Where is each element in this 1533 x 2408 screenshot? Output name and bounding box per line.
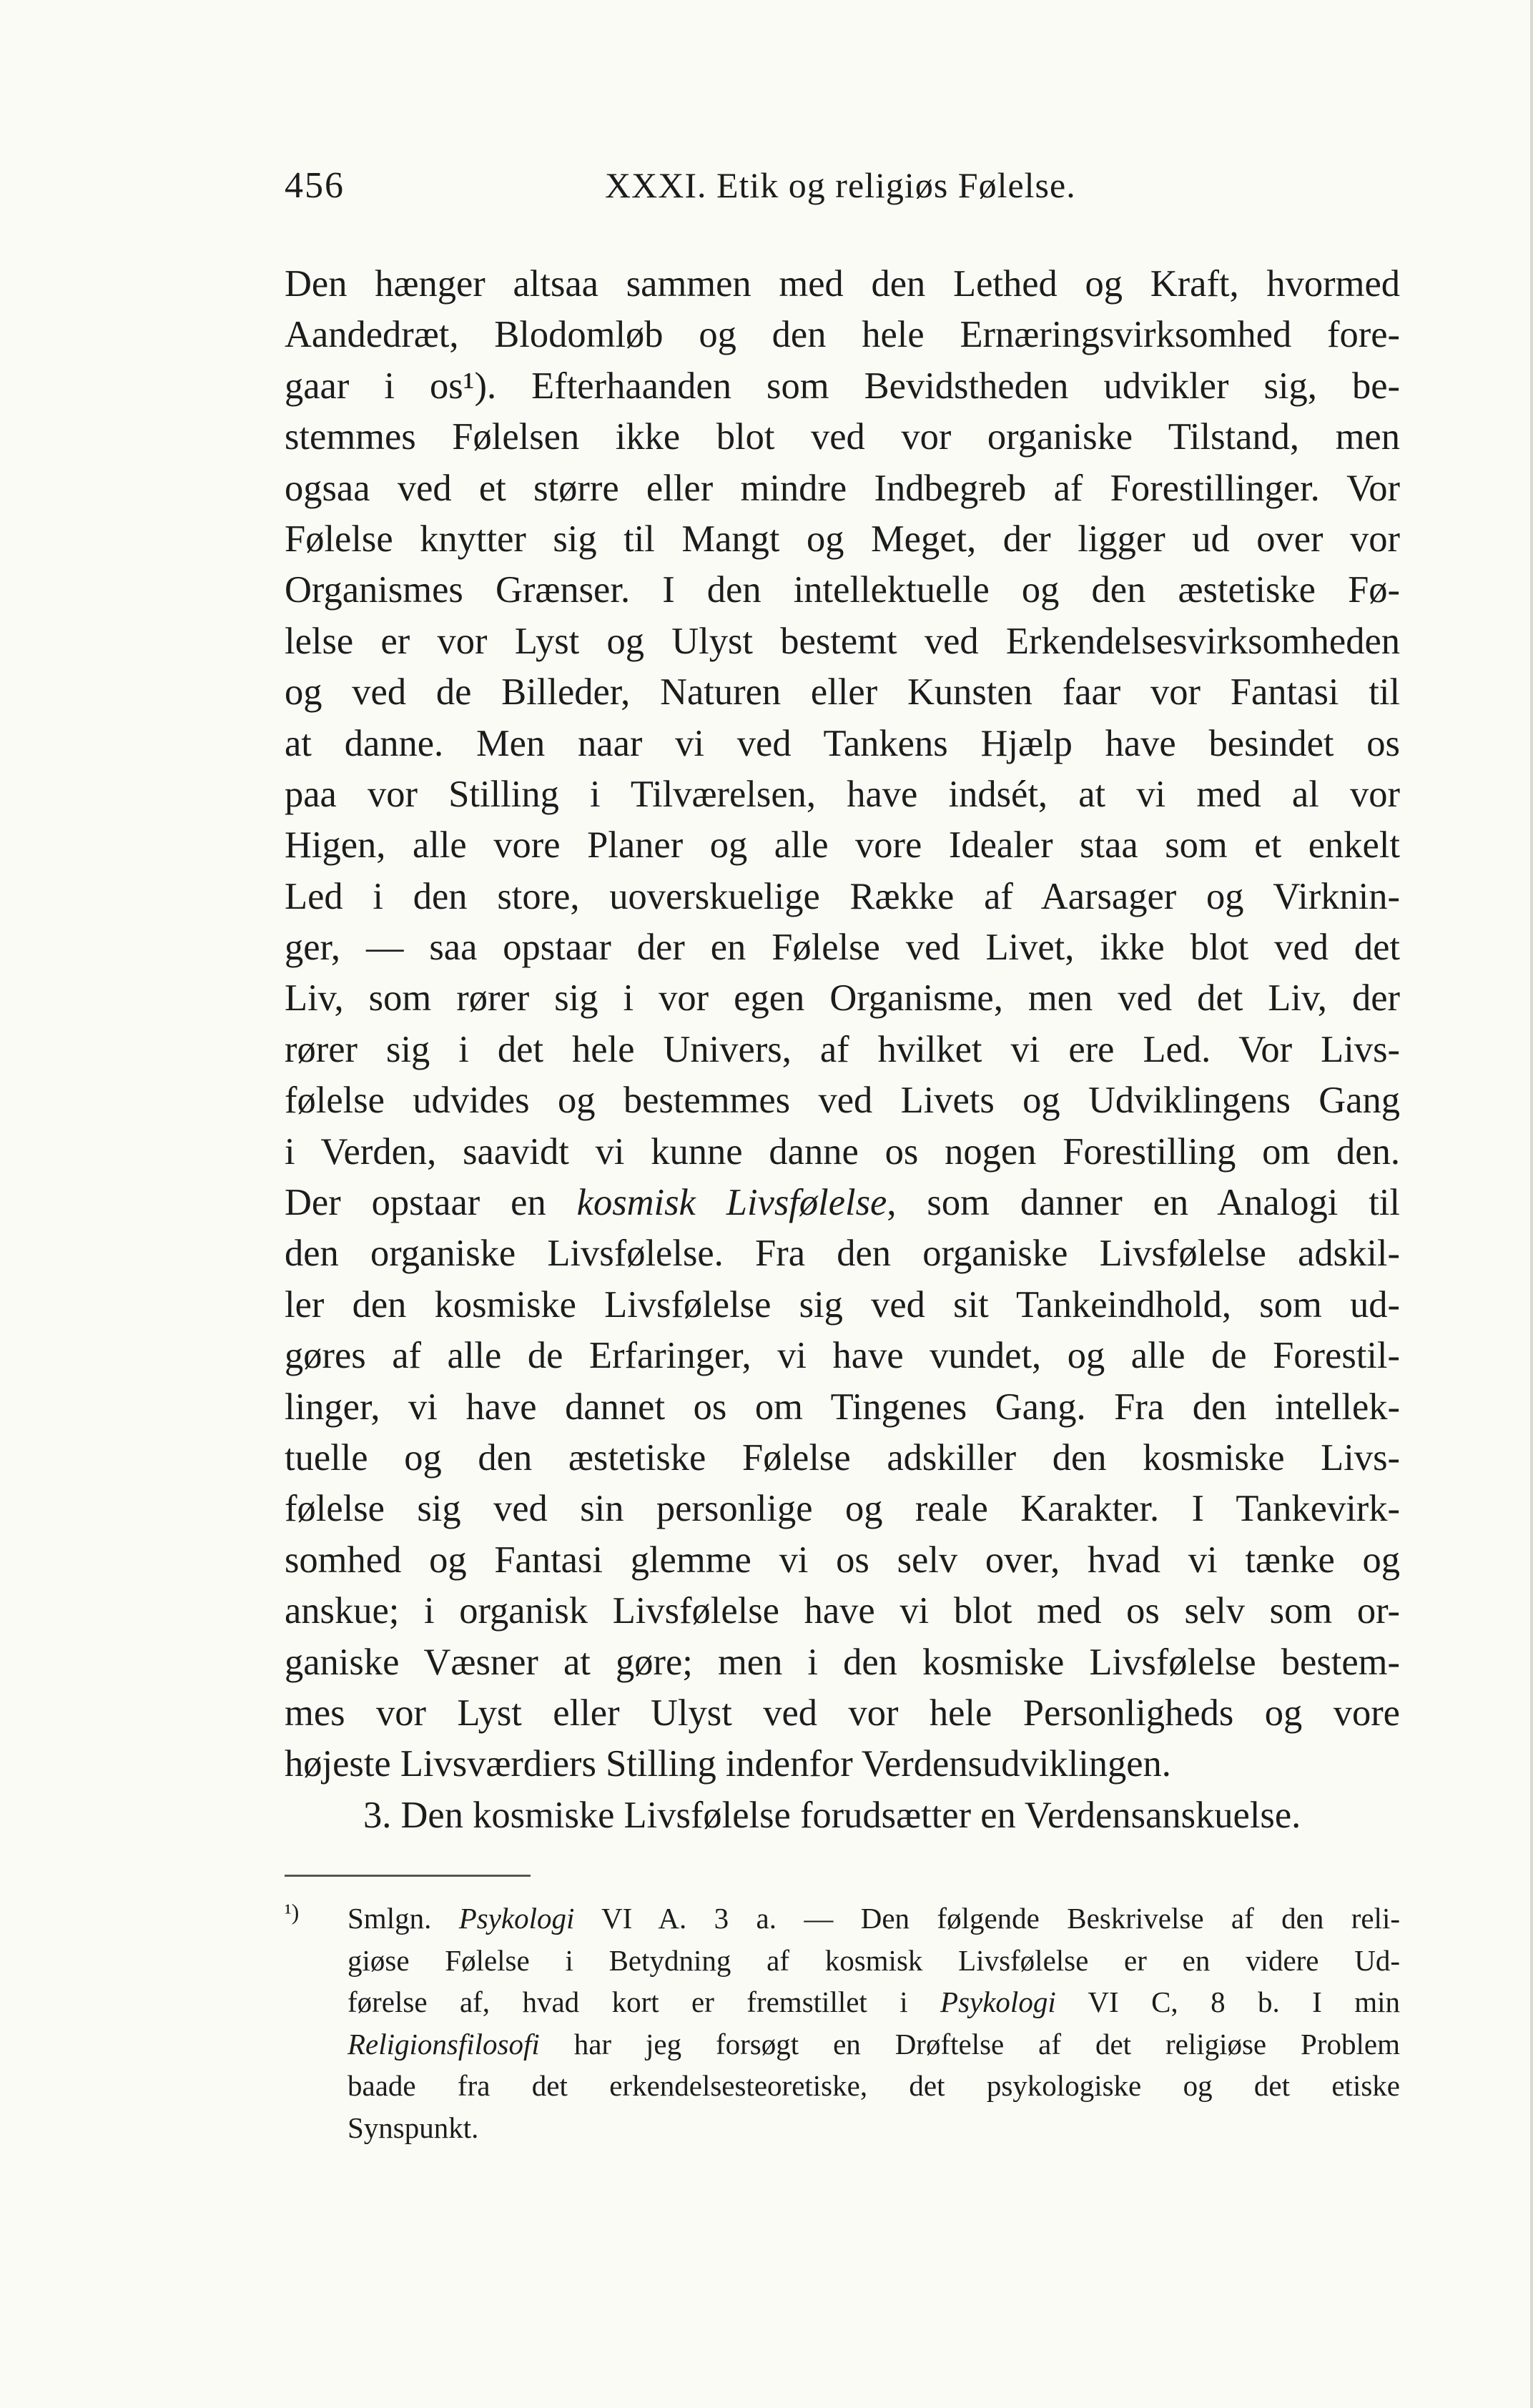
text-line: lelse er vor Lyst og Ulyst bestemt ved Erkendelsesvirksomheden	[285, 620, 1400, 662]
text-line: ger, — saa opstaar der en Følelse ved Livet, ikke blot ved det	[285, 927, 1400, 969]
text-line: den organiske Livsfølelse. Fra den organiske Livsfølelse adskil-	[285, 1233, 1400, 1275]
emphasis-term: kosmisk Livsfølelse	[576, 1182, 887, 1224]
footnote-divider	[285, 1875, 531, 1877]
text-line: og ved de Billeder, Naturen eller Kunsten faar vor Fantasi til	[285, 671, 1400, 714]
text-line: ler den kosmiske Livsfølelse sig ved sit Tankeindhold, som ud-	[285, 1283, 1400, 1326]
text-line: højeste Livsværdiers Stilling indenfor Verdensudviklingen.	[285, 1743, 1171, 1785]
text-line: stemmes Følelsen ikke blot ved vor organiske Tilstand, men	[285, 416, 1400, 458]
footnote-segment: baade fra det erkendelsesteoretiske, det psykologiske og det etiske	[347, 2069, 1400, 2102]
text-line: Aandedræt, Blodomløb og den hele Ernæringsvirksomhed fore-	[285, 314, 1400, 356]
text-line: følelse udvides og bestemmes ved Livets og Udviklingens Gang	[285, 1080, 1400, 1122]
text-line: gaar i os¹). Efterhaanden som Bevidstheden udvikler sig, be-	[285, 365, 1400, 407]
footnote-segment: giøse Følelse i Betydning af kosmisk Livsfølelse er en videre Ud-	[347, 1943, 1400, 1977]
chapter-title: XXXI. Etik og religiøs Følelse.	[605, 165, 1076, 205]
footnote-line	[285, 2023, 1400, 2066]
text-line: følelse sig ved sin personlige og reale Karakter. I Tankevirk-	[285, 1488, 1400, 1530]
text-line: Organismes Grænser. I den intellektuelle og den æstetiske Fø-	[285, 569, 1400, 611]
text-segment: Der opstaar en	[285, 1182, 577, 1224]
text-line: paa vor Stilling i Tilværelsen, have indsét, at vi med al vor	[285, 773, 1400, 815]
text-line: Liv, som rører sig i vor egen Organisme, men ved det Liv, der	[285, 977, 1400, 1020]
footnote-line	[285, 1981, 1400, 2023]
text-line: gøres af alle de Erfaringer, vi have vundet, og alle de Forestil-	[285, 1335, 1400, 1377]
text-line: linger, vi have dannet os om Tingenes Gang. Fra den intellek-	[285, 1386, 1400, 1428]
body-text	[285, 259, 1400, 1841]
text-line: Følelse knytter sig til Mangt og Meget, der ligger ud over vor	[285, 518, 1400, 560]
footnote-title: Psykologi	[940, 1985, 1056, 2018]
footnote-line	[285, 2107, 1400, 2149]
footnote-title: Psykologi	[458, 1902, 575, 1935]
page-number: 456	[285, 165, 345, 206]
text-line	[285, 1178, 1400, 1228]
footnote-segment: VI C, 8 b. I min	[1055, 1985, 1400, 2018]
text-line: ogsaa ved et større eller mindre Indbegreb af Forestillinger. Vor	[285, 467, 1400, 509]
footnote-segment: VI A. 3 a. — Den følgende Beskrivelse af den reli-	[574, 1902, 1400, 1935]
text-line: Den hænger altsaa sammen med den Lethed og Kraft, hvormed	[285, 263, 1400, 305]
footnote-line	[285, 2065, 1400, 2107]
text-line: rører sig i det hele Univers, af hvilket vi ere Led. Vor Livs-	[285, 1028, 1400, 1070]
footnote-segment: har jeg forsøgt en Drøftelse af det religiøse Problem	[539, 2027, 1400, 2061]
footnote-segment: Synspunkt.	[347, 2111, 479, 2144]
text-line: tuelle og den æstetiske Følelse adskiller den kosmiske Livs-	[285, 1436, 1400, 1479]
text-line: anskue; i organisk Livsfølelse have vi blot med os selv som or-	[285, 1590, 1400, 1632]
text-line: i Verden, saavidt vi kunne danne os nogen Forestilling om den.	[285, 1130, 1400, 1173]
text-line: somhed og Fantasi glemme vi os selv over, hvad vi tænke og	[285, 1539, 1400, 1581]
text-line: mes vor Lyst eller Ulyst ved vor hele Personligheds og vore	[285, 1692, 1400, 1734]
text-segment: , som danner en Analogi til	[887, 1182, 1400, 1224]
text-line: Higen, alle vore Planer og alle vore Idealer staa som et enkelt	[285, 824, 1400, 867]
footnote-title: Religionsfilosofi	[347, 2027, 540, 2061]
text-line: ganiske Væsner at gøre; men i den kosmiske Livsfølelse bestem-	[285, 1641, 1400, 1683]
text-line: at danne. Men naar vi ved Tankens Hjælp have besindet os	[285, 722, 1400, 764]
text-line: Led i den store, uoverskuelige Række af Aarsager og Virknin-	[285, 875, 1400, 917]
footnote-segment: Smlgn.	[347, 1902, 459, 1935]
footnote-segment: førelse af, hvad kort er fremstillet i	[347, 1985, 941, 2018]
footnote-line	[285, 1940, 1400, 1982]
footnote-line	[285, 1898, 1400, 1940]
footnotes	[285, 1898, 1400, 2148]
footnote-marker: ¹)	[285, 1899, 300, 1925]
running-head	[285, 164, 1400, 214]
text-line: 3. Den kosmiske Livsfølelse forudsætter en Verdensanskuelse.	[363, 1794, 1301, 1836]
